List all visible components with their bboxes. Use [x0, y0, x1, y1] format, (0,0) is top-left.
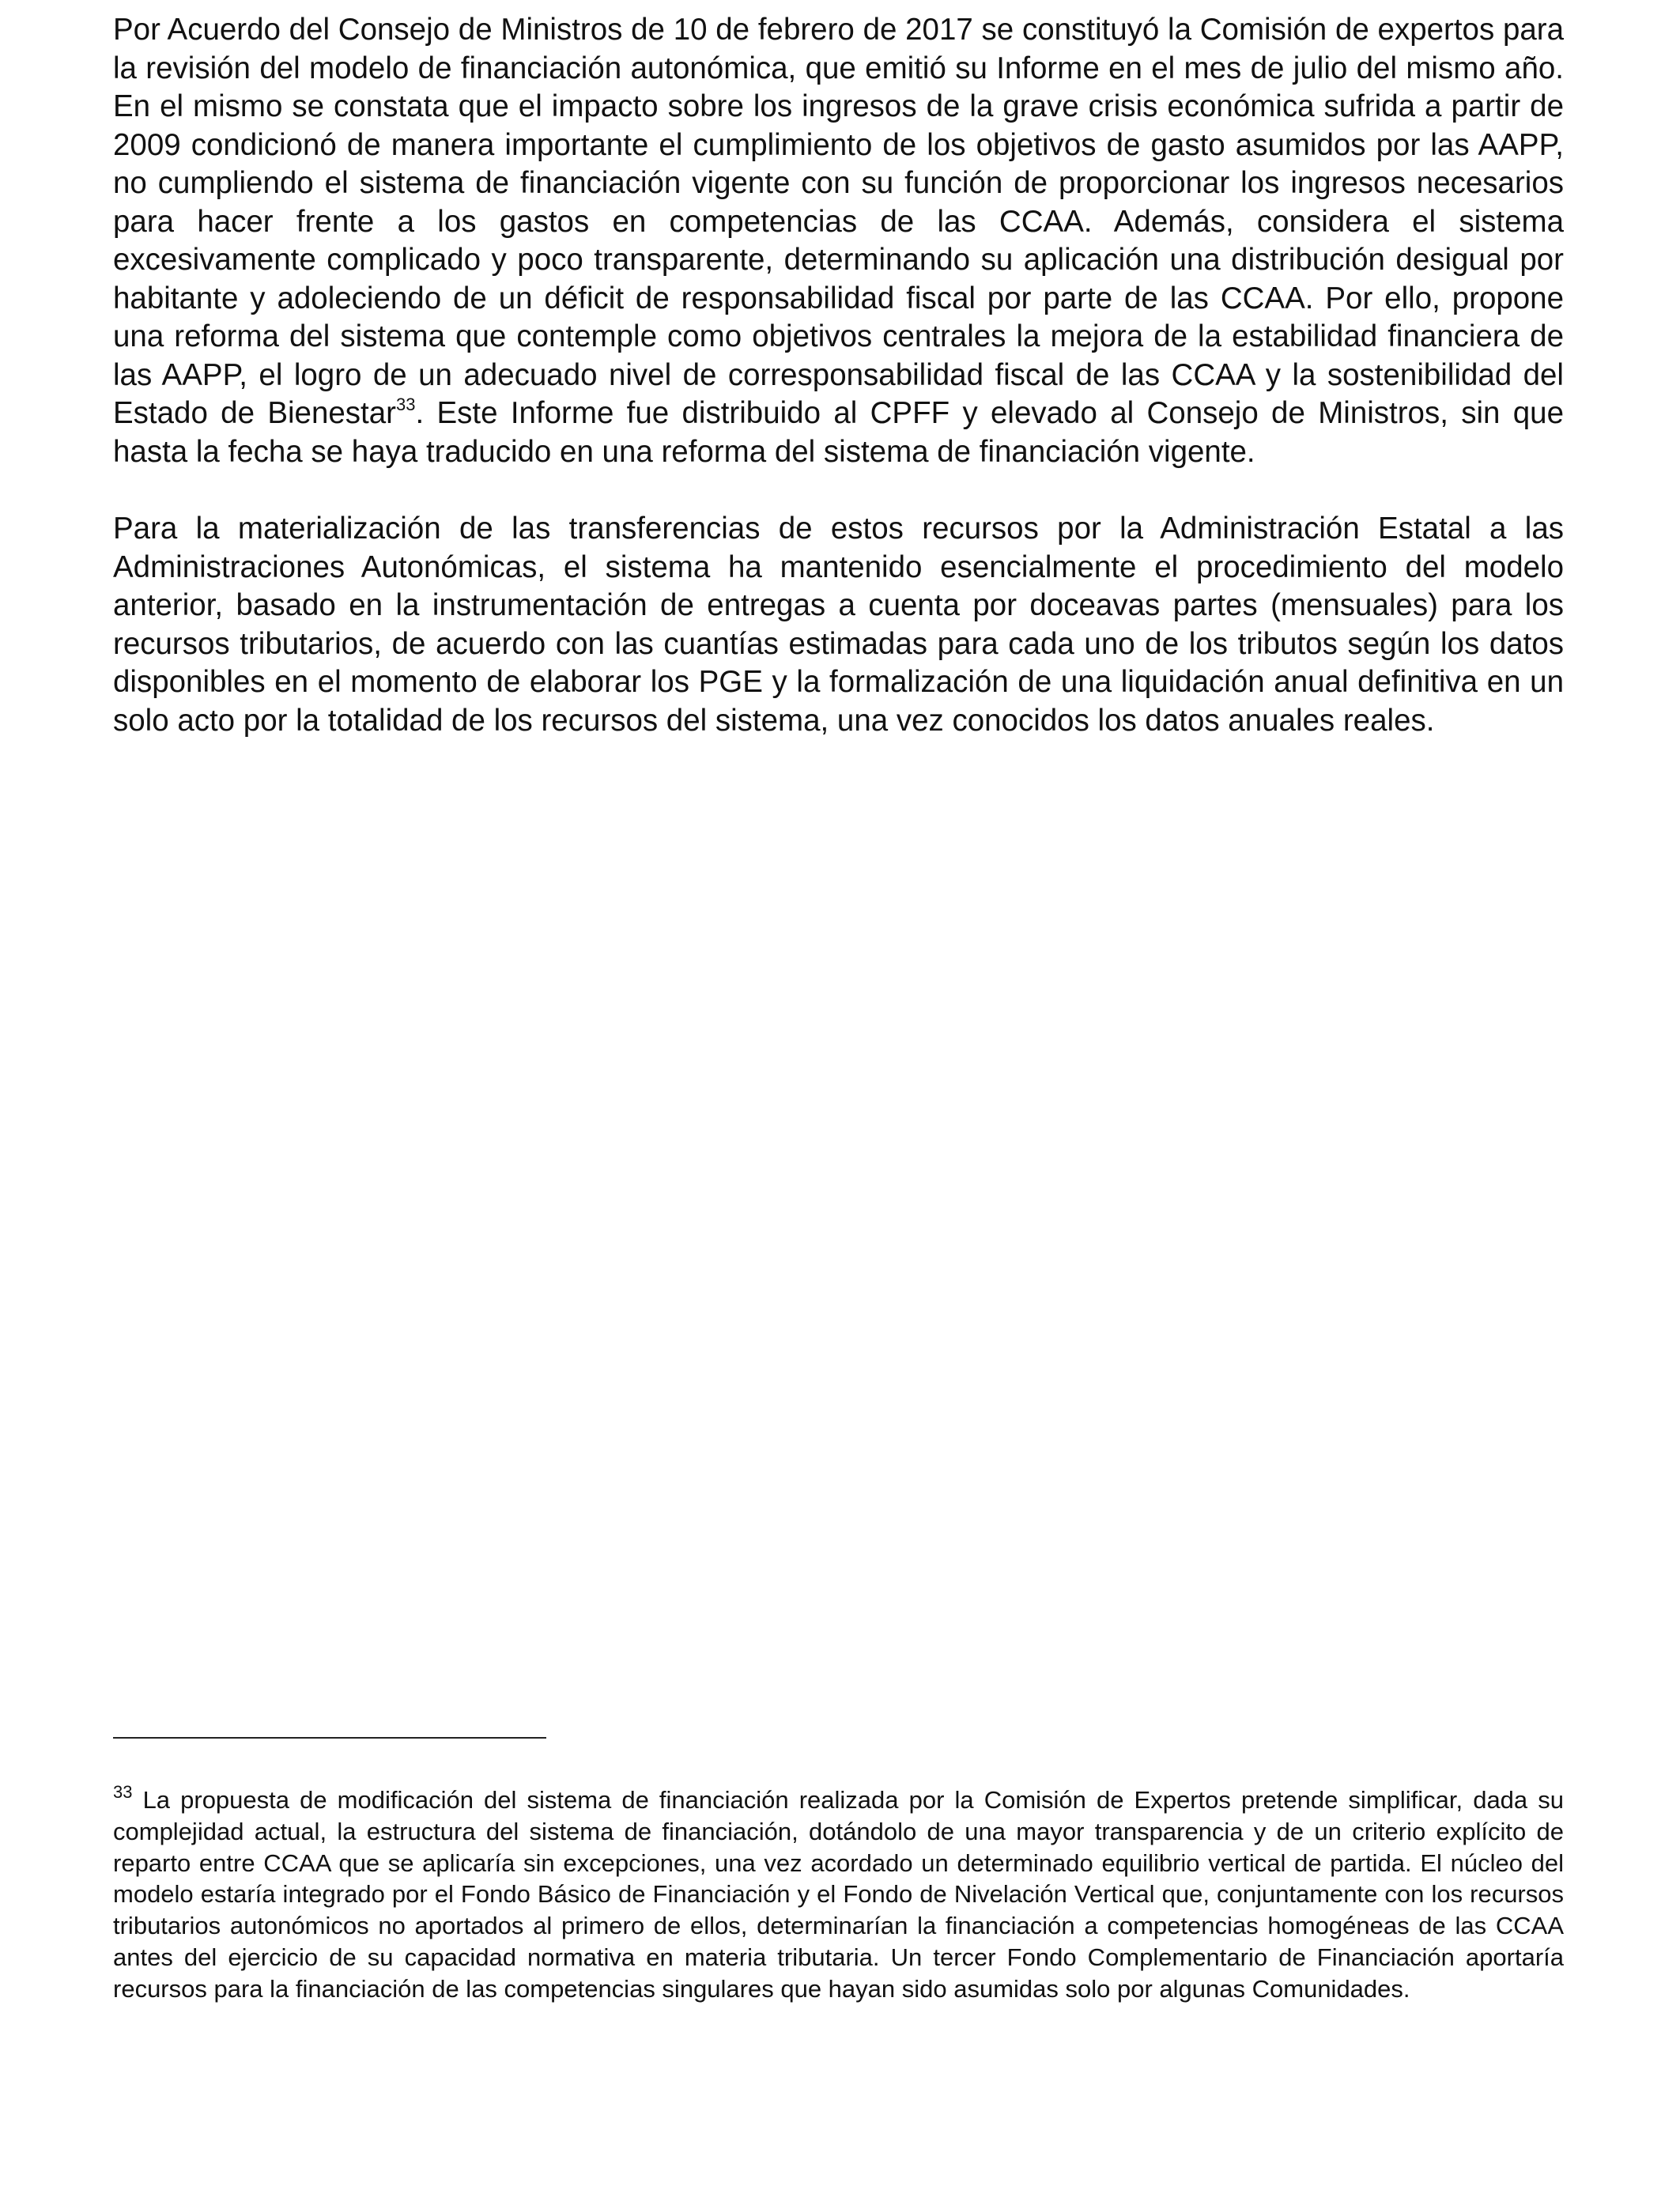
footnote: [113, 1781, 1564, 2005]
footnote-separator: [113, 1737, 546, 1739]
paragraph-text-continued: . Este Informe fue distribuido al CPFF y elevado al Consejo de Ministros, sin que hasta la fecha se haya traducido en una reforma del sistema de financiación vigente.: [113, 396, 1564, 469]
footnote-number: 33: [113, 1781, 133, 1802]
body-text: [113, 11, 1564, 740]
paragraph-text: Por Acuerdo del Consejo de Ministros de 10 de febrero de 2017 se constituyó la Comisión de expertos para la revisión del modelo de financiación autonómica, que emitió su Informe en el mes de julio del mismo año. En el mismo se constata que el impacto sobre los ingresos de la grave crisis económica sufrida a partir de 2009 condicionó de manera importante el cumplimiento de los objetivos de gasto asumidos por las AAPP, no cumpliendo el sistema de financiación vigente con su función de proporcionar los ingresos necesarios para hacer frente a los gastos en competencias de las CCAA. Además, considera el sistema excesivamente complicado y poco transparente, determinando su aplicación una distribución desigual por habitante y adoleciendo de un déficit de responsabilidad fiscal por parte de las CCAA. Por ello, propone una reforma del sistema que contemple como objetivos centrales la mejora de la estabilidad financiera de las AAPP, el logro de un adecuado nivel de corresponsabilidad fiscal de las CCAA y la sostenibilidad del Estado de Bienestar: [113, 13, 1564, 430]
footnote-text: La propuesta de modificación del sistema de financiación realizada por la Comisión de Expertos pretende simplificar, dada su complejidad actual, la estructura del sistema de financiación, dotándolo de una mayor transparencia y de un criterio explícito de reparto entre CCAA que se aplicaría sin excepciones, una vez acordado un determinado equilibrio vertical de partida. El núcleo del modelo estaría integrado por el Fondo Básico de Financiación y el Fondo de Nivelación Vertical que, conjuntamente con los recursos tributarios autonómicos no aportados al primero de ellos, determinarían la financiación a competencias homogéneas de las CCAA antes del ejercicio de su capacidad normativa en materia tributaria. Un tercer Fondo Complementario de Financiación aportaría recursos para la financiación de las competencias singulares que hayan sido asumidas solo por algunas Comunidades.: [113, 1786, 1564, 2003]
footnote-reference[interactable]: 33: [395, 395, 416, 415]
paragraph-transferencias: Para la materialización de las transferencias de estos recursos por la Administración Estatal a las Administraciones Autonómicas, el sistema ha mantenido esencialmente el procedimiento del modelo anterior, basado en la instrumentación de entregas a cuenta por doceavas partes (mensuales) para los recursos tributarios, de acuerdo con las cuantías estimadas para cada uno de los tributos según los datos disponibles en el momento de elaborar los PGE y la formalización de una liquidación anual definitiva en un solo acto por la totalidad de los recursos del sistema, una vez conocidos los datos anuales reales.: [113, 512, 1564, 738]
paragraph-comision-expertos: [113, 11, 1564, 471]
